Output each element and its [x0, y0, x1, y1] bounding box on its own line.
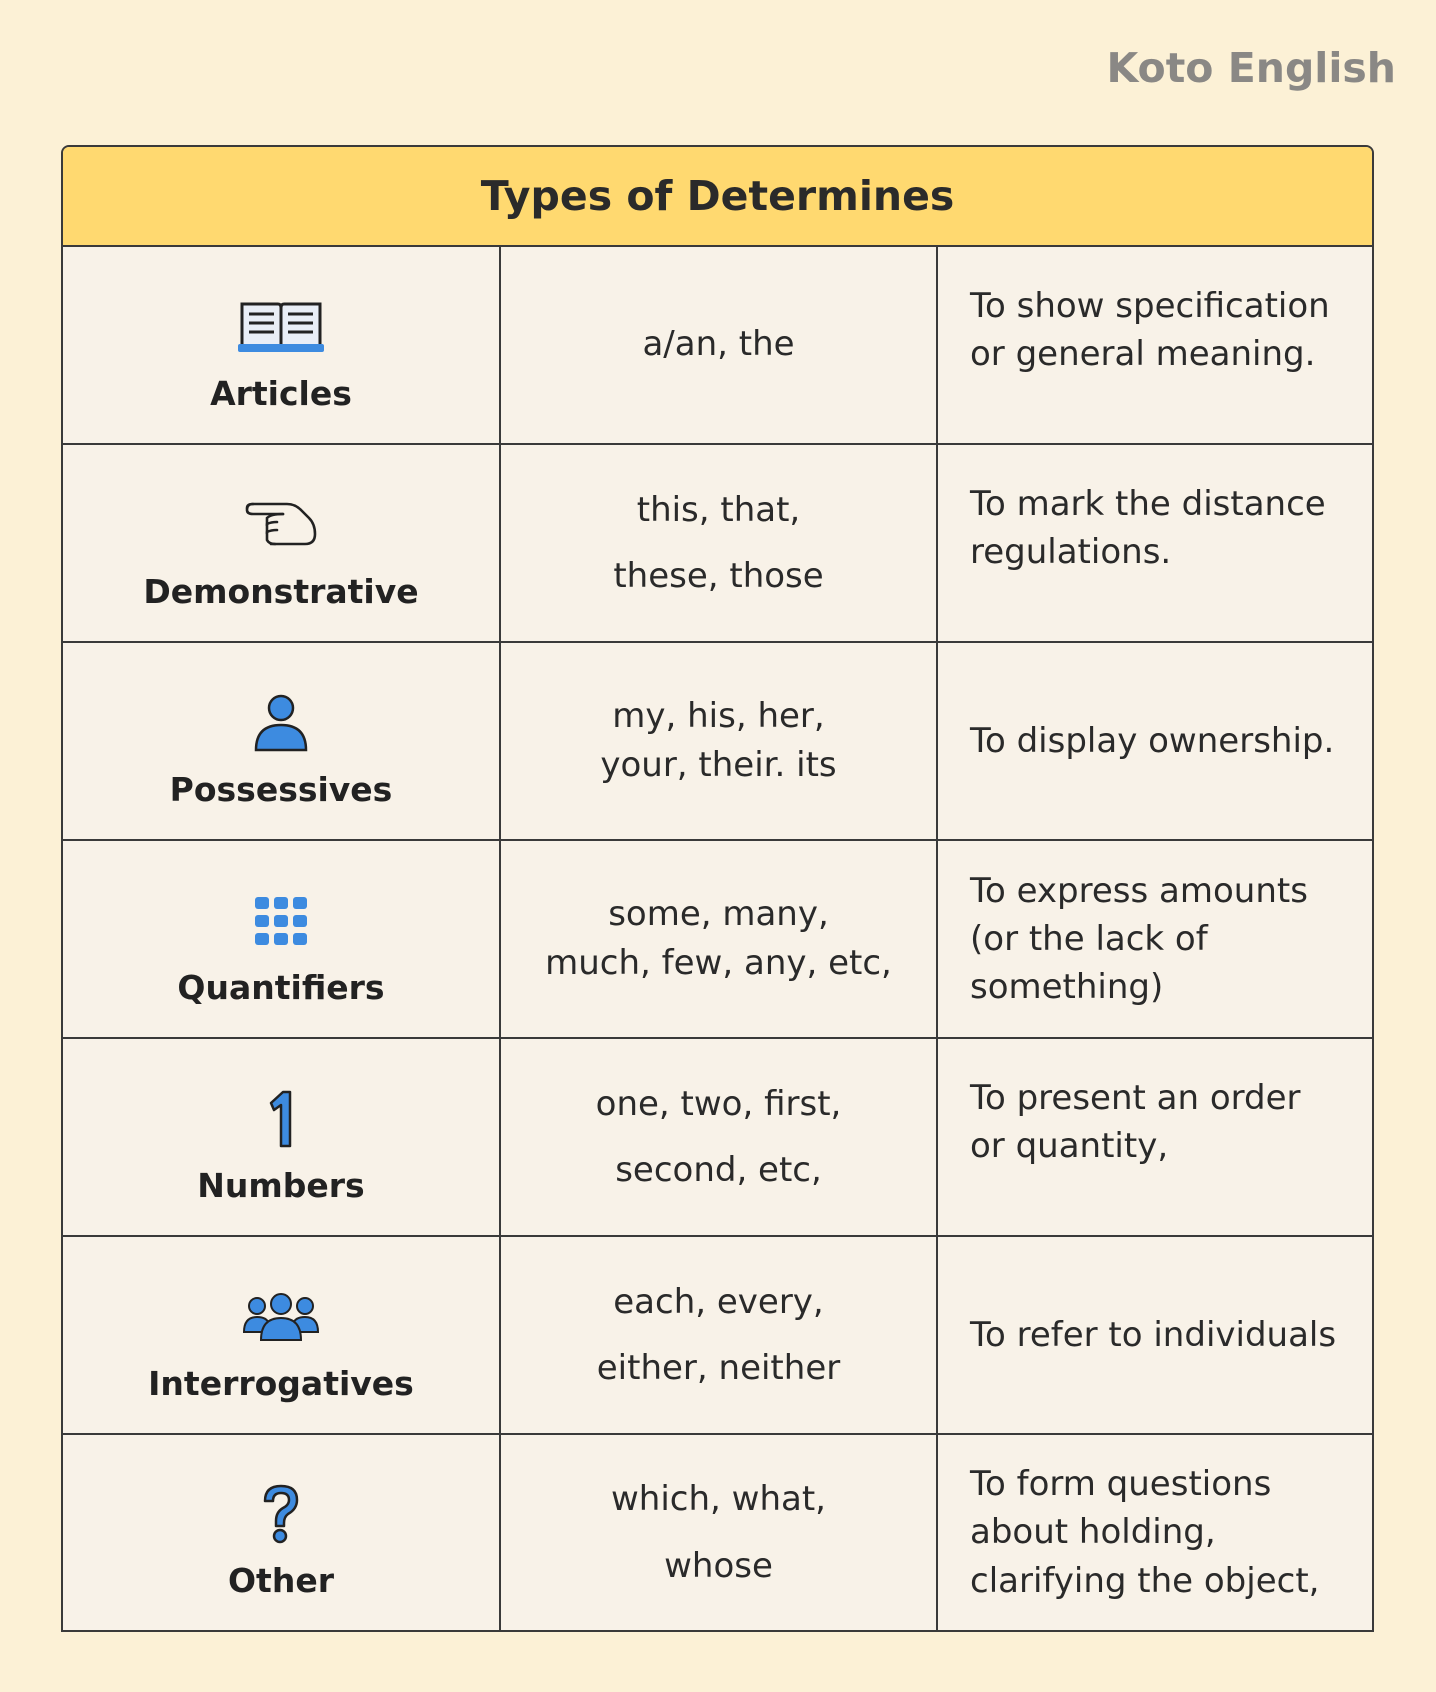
purpose-text: To show specification or general meaning. [970, 285, 1330, 374]
examples-text: each, every, either, neither [596, 1281, 841, 1388]
table-row [63, 841, 1372, 1039]
question-mark-icon [236, 1481, 326, 1547]
examples-cell [501, 841, 938, 1037]
group-people-icon [236, 1284, 326, 1350]
type-cell [63, 1039, 501, 1235]
examples-cell [501, 1039, 938, 1235]
open-book-icon [236, 294, 326, 360]
examples-cell [501, 1435, 938, 1630]
examples-text: my, his, her, your, their. its [600, 695, 837, 785]
grid-dots-icon [236, 888, 326, 954]
type-cell [63, 1237, 501, 1433]
person-icon [236, 690, 326, 756]
determiners-table [61, 145, 1374, 1632]
number-one-icon [236, 1086, 326, 1152]
table-row [63, 1237, 1372, 1435]
examples-cell [501, 247, 938, 443]
pointing-hand-icon [236, 492, 326, 558]
table-row [63, 1435, 1372, 1630]
brand-logo-text: Koto English [1106, 44, 1396, 92]
type-label: Other [228, 1561, 334, 1600]
purpose-cell [938, 1237, 1372, 1433]
examples-text: one, two, first, second, etc, [595, 1083, 842, 1190]
purpose-text: To form questions about holding, clarifying the object, [970, 1464, 1320, 1601]
purpose-cell [938, 247, 1372, 443]
type-cell [63, 841, 501, 1037]
type-label: Demonstrative [143, 571, 419, 611]
purpose-text: To display ownership. [970, 720, 1335, 761]
purpose-cell [938, 643, 1372, 839]
examples-text: some, many, much, few, any, etc, [545, 893, 892, 983]
examples-cell [501, 1237, 938, 1433]
table-row [63, 643, 1372, 841]
examples-cell [501, 643, 938, 839]
purpose-cell [938, 841, 1372, 1037]
examples-text: which, what, whose [611, 1479, 826, 1586]
type-cell [63, 643, 501, 839]
examples-cell [501, 445, 938, 641]
purpose-cell [938, 1435, 1372, 1630]
purpose-text: To mark the distance regulations. [970, 483, 1326, 572]
type-label: Articles [210, 373, 352, 413]
type-label: Quantifiers [177, 967, 385, 1007]
purpose-text: To express amounts (or the lack of something) [970, 870, 1308, 1008]
table-row [63, 445, 1372, 643]
examples-text: a/an, the [642, 324, 795, 365]
table-row [63, 1039, 1372, 1237]
type-label: Numbers [197, 1165, 365, 1205]
table-title: Types of Determines [480, 172, 955, 220]
type-label: Possessives [169, 769, 393, 809]
table-header [63, 147, 1372, 247]
purpose-text: To refer to individuals [970, 1314, 1337, 1355]
type-cell [63, 445, 501, 641]
purpose-cell [938, 1039, 1372, 1235]
type-cell [63, 247, 501, 443]
purpose-cell [938, 445, 1372, 641]
purpose-text: To present an order or quantity, [970, 1077, 1301, 1166]
table-row [63, 247, 1372, 445]
examples-text: this, that, these, those [613, 489, 824, 596]
type-label: Interrogatives [148, 1363, 414, 1403]
type-cell [63, 1435, 501, 1630]
